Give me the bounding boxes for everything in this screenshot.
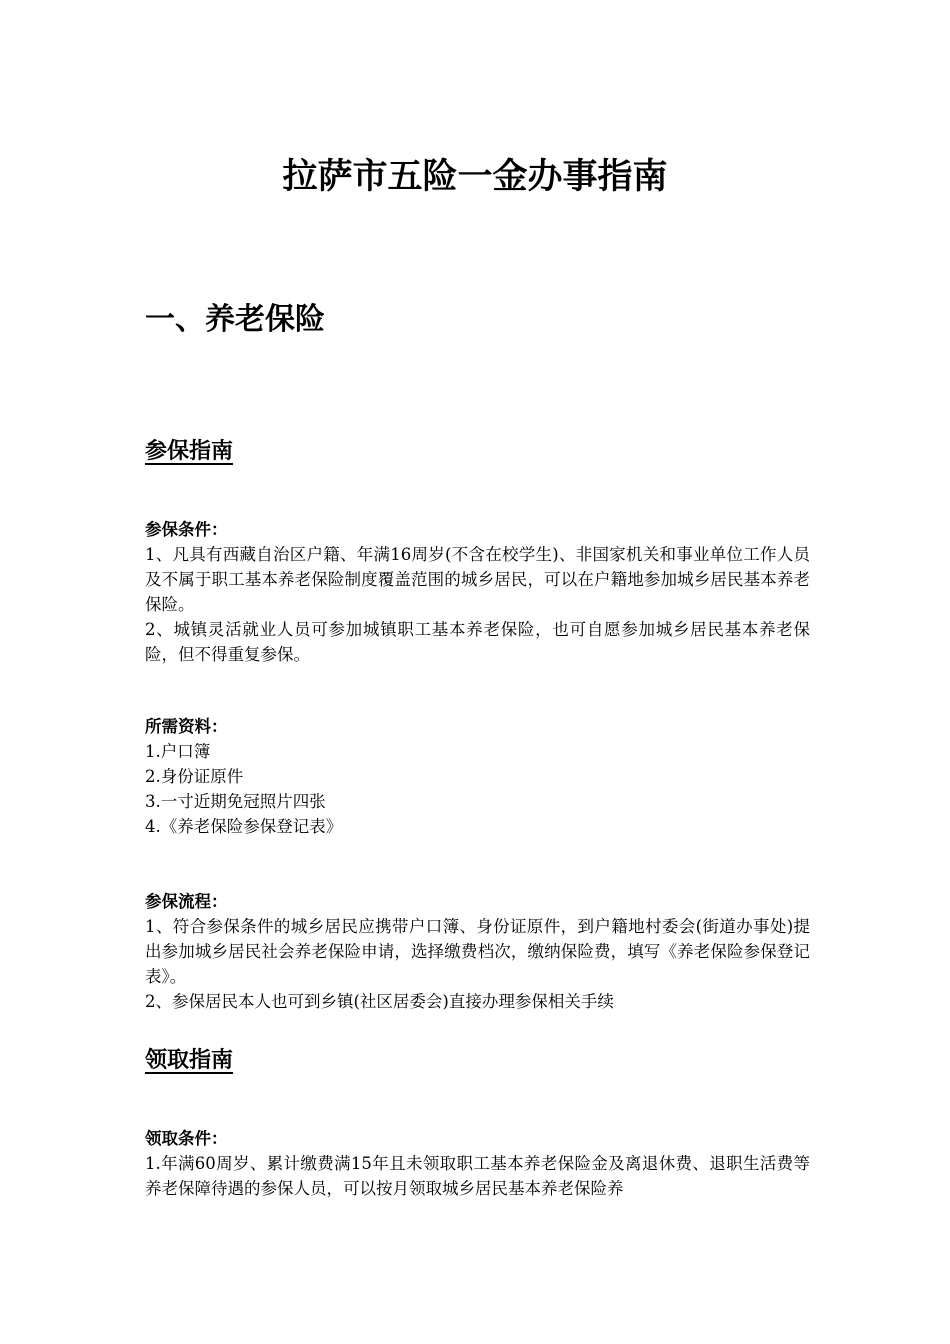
subheading-enroll-guide: 参保指南 <box>145 439 234 464</box>
process-label: 参保流程： <box>145 892 228 911</box>
materials-item: 2.身份证原件 <box>145 767 244 786</box>
materials-item: 4.《养老保险参保登记表》 <box>145 817 343 836</box>
section-heading-pension: 一、养老保险 <box>145 302 325 337</box>
claim-condition-item: 1.年满60周岁、累计缴费满15年且未领取职工基本养老保险金及离退休费、退职生活费等养老保障待遇的参保人员，可以按月领取城乡居民基本养老保险养 <box>145 1154 810 1198</box>
enroll-condition-item: 1、凡具有西藏自治区户籍、年满16周岁(不含在校学生)、非国家机关和事业单位工作人员及不属于职工基本养老保险制度覆盖范围的城乡居民，可以在户籍地参加城乡居民基本养老保险。 <box>145 545 810 614</box>
process-item: 1、符合参保条件的城乡居民应携带户口簿、身份证原件，到户籍地村委会(街道办事处)提出参加城乡居民社会养老保险申请，选择缴费档次，缴纳保险费，填写《养老保险参保登记表》。 <box>145 917 810 986</box>
subheading-claim-guide: 领取指南 <box>145 1048 234 1073</box>
document-title: 拉萨市五险一金办事指南 <box>282 157 668 197</box>
claim-conditions-block <box>145 1126 810 1201</box>
process-block <box>145 889 810 1014</box>
materials-item: 1.户口簿 <box>145 742 211 761</box>
process-item: 2、参保居民本人也可到乡镇(社区居委会)直接办理参保相关手续 <box>145 992 614 1011</box>
enroll-condition-item: 2、城镇灵活就业人员可参加城镇职工基本养老保险，也可自愿参加城乡居民基本养老保险，但不得重复参保。 <box>145 620 810 664</box>
enroll-conditions-label: 参保条件： <box>145 520 228 539</box>
materials-item: 3.一寸近期免冠照片四张 <box>145 792 326 811</box>
enroll-conditions-block <box>145 517 810 667</box>
claim-conditions-label: 领取条件： <box>145 1129 228 1148</box>
materials-label: 所需资料： <box>145 717 228 736</box>
materials-block <box>145 714 810 839</box>
